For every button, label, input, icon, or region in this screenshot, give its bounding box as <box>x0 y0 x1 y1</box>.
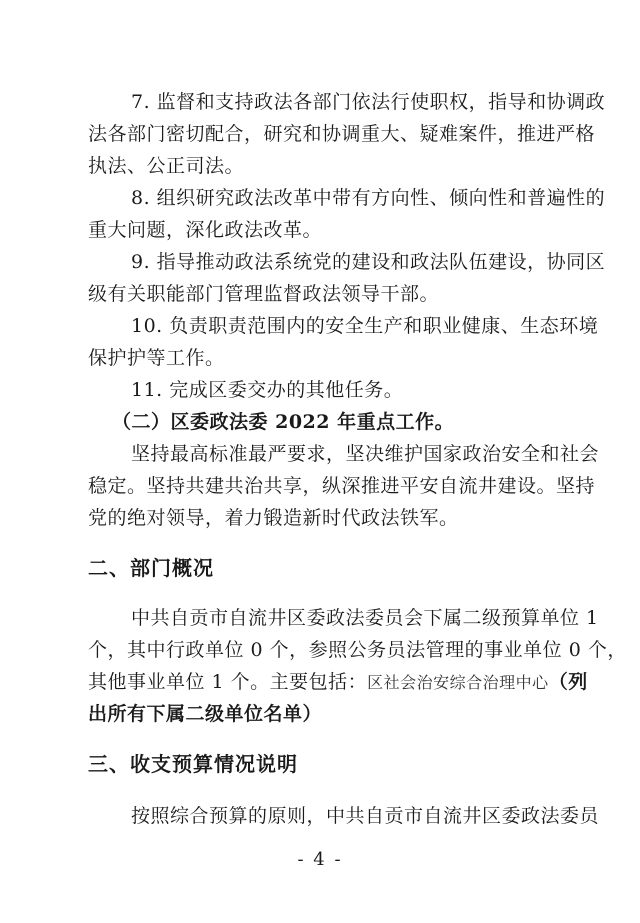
subsection-2-body-line-1: 坚持最高标准最严要求，坚决维护国家政治安全和社会 <box>131 443 600 465</box>
item-7-line-3: 执法、公正司法。 <box>88 155 245 177</box>
section-2-heading: 二、部门概况 <box>88 556 214 580</box>
item-8-line-1: 8. 组织研究政法改革中带有方向性、倾向性和普遍性的 <box>131 187 606 209</box>
item-9-line-1: 9. 指导推动政法系统党的建设和政法队伍建设，协同区 <box>131 251 606 273</box>
item-9-line-2: 级有关职能部门管理监督政法领导干部。 <box>88 283 440 305</box>
section-2-line-2: 个，其中行政单位 0 个，参照公务员法管理的事业单位 0 个， <box>88 639 627 661</box>
item-7-line-1: 7. 监督和支持政法各部门依法行使职权，指导和协调政 <box>131 91 606 113</box>
item-11: 11. 完成区委交办的其他任务。 <box>131 379 404 401</box>
page-number: - 4 - <box>297 849 343 870</box>
subordinate-unit-name: 区社会治安综合治理中心 <box>367 673 549 692</box>
subsection-2-title: （二）区委政法委 2022 年重点工作。 <box>112 411 455 433</box>
section-2-line-3-prefix: 其他事业单位 1 个。主要包括： <box>88 671 368 693</box>
item-10-line-1: 10. 负责职责范围内的安全生产和职业健康、生态环境 <box>131 315 599 337</box>
section-3-heading: 三、收支预算情况说明 <box>88 752 298 776</box>
section-2-line-4: 出所有下属二级单位名单） <box>88 703 323 725</box>
section-3-line-1: 按照综合预算的原则，中共自贡市自流井区委政法委员 <box>131 805 600 827</box>
subsection-2-body-line-2: 稳定。坚持共建共治共享，纵深推进平安自流井建设。坚持 <box>88 475 596 497</box>
item-8-line-2: 重大问题，深化政法改革。 <box>88 219 323 241</box>
section-2-line-1: 中共自贡市自流井区委政法委员会下属二级预算单位 1 <box>131 607 599 629</box>
item-10-line-2: 保护护等工作。 <box>88 347 225 369</box>
section-2-line-3 <box>88 670 588 695</box>
item-7-line-2: 法各部门密切配合，研究和协调重大、疑难案件，推进严格 <box>88 123 596 145</box>
section-2-line-3-suffix: （列 <box>548 671 588 693</box>
subsection-2-body-line-3: 党的绝对领导，着力锻造新时代政法铁军。 <box>88 507 459 529</box>
